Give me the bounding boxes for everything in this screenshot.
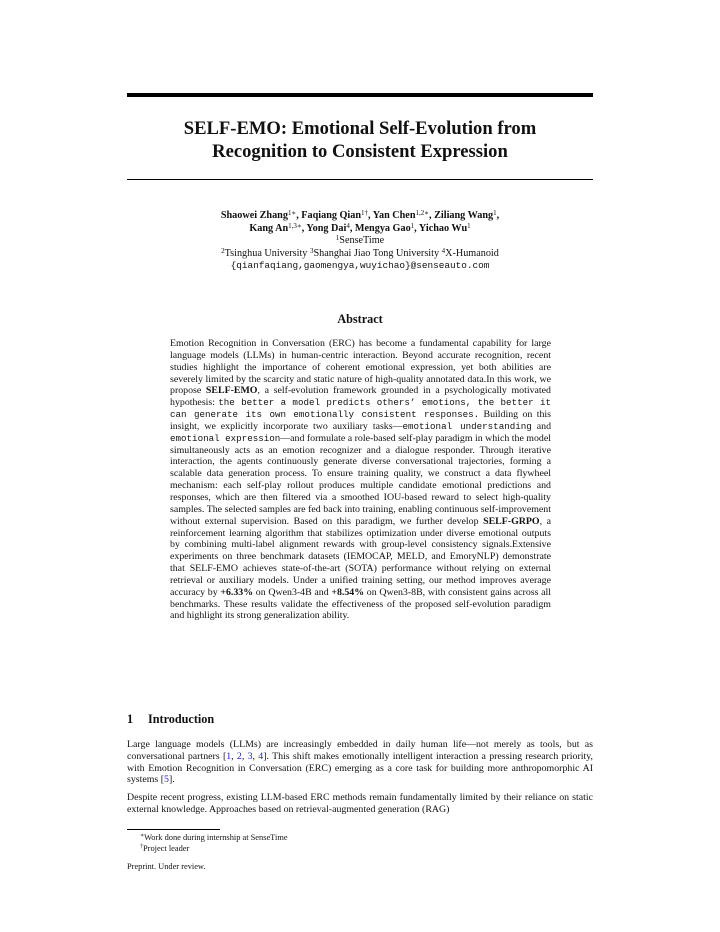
result-value: +8.54% — [331, 586, 365, 598]
footnotes — [127, 832, 593, 855]
footnote-mark: † — [140, 844, 143, 851]
author-affiliation-mark: 1,2∗ — [415, 209, 430, 217]
citation-link[interactable]: 1 — [226, 750, 232, 762]
title-top-rule — [127, 93, 593, 97]
author-affiliation-mark: 1 — [493, 209, 497, 217]
task-name: emotional understanding — [402, 420, 532, 432]
affiliation-name: SenseTime — [339, 235, 385, 246]
abstract-text: on Qwen3-4B and — [253, 586, 332, 598]
author-affiliation-mark: 1 — [410, 221, 415, 230]
abstract-text: —and formulate a role-based self-play paradigm in which the model simultaneously acts as an emotion recognizer and a dialogue responder. Through iterative interaction, the agents continuously generate diverse conversational trajectories, forming a scalable data generation process. To ensure training quality, we construct a data flywheel mechanism: each self-play rollout produces multiple candidate emotional predictions and responses, which are then filtered via a smoothed IOU-based reward to select high-quality samples. The selected samples are fed back into training, enabling continuous self-improvement without external supervision. Based on this paradigm, we further develop — [170, 432, 551, 527]
author-separator: , — [414, 222, 419, 234]
section-title: Introduction — [148, 712, 215, 726]
footnote-text: Work done during internship at SenseTime — [144, 833, 288, 842]
title-line-2: Recognition to Consistent Expression — [212, 141, 508, 162]
author-separator: , — [301, 222, 307, 234]
arxiv-identifier-stamp — [14, 263, 54, 643]
footnote-rule — [127, 829, 220, 830]
affiliation-name: Tsinghua University — [224, 247, 310, 259]
title-line-1: SELF-EMO: Emotional Self-Evolution from — [183, 118, 537, 139]
footnote — [127, 832, 593, 843]
intro-text: Large language models (LLMs) are increasingly embedded in daily human life—not merely as tools, but as conversational partners [ — [127, 739, 593, 762]
hypothesis-text: the better a model predicts others’ emotions, the better it can generate its own emotionally consistent responses. — [170, 397, 551, 421]
author-name: Ziliang Wang — [434, 210, 494, 221]
contact-email: {qianfaqiang,gaomengya,wuyichao}@senseauto.com — [230, 260, 490, 271]
author-separator: , — [496, 210, 500, 221]
intro-paragraph: Despite recent progress, existing LLM-based ERC methods remain fundamentally limited by their reliance on static external knowledge. Approaches based on retrieval-augmented generation (RAG) — [127, 792, 593, 815]
section-heading — [127, 712, 593, 727]
author-separator: , — [429, 210, 435, 221]
affiliation-line-1 — [127, 235, 593, 248]
author-affiliation-mark: 1,3∗ — [288, 221, 302, 230]
citation-link[interactable]: 4 — [258, 750, 264, 762]
affiliation-mark: 1 — [335, 234, 340, 242]
paper-title — [127, 117, 593, 163]
author-name: Yan Chen — [372, 210, 416, 221]
author-name: Shaowei Zhang — [220, 210, 288, 221]
affiliation-name: Shanghai Jiao Tong University — [313, 247, 442, 259]
author-name: Mengya Gao — [354, 222, 411, 234]
abstract-paragraph — [170, 338, 551, 622]
author-line-1 — [127, 210, 593, 223]
abstract-body — [170, 338, 551, 622]
author-affiliation-mark: 1∗ — [287, 209, 297, 217]
author-line-2 — [127, 223, 593, 236]
abstract-text: Building on this insight, we explicitly incorporate two auxiliary tasks— — [170, 409, 551, 432]
affiliation-name: X-Humanoid — [445, 247, 499, 259]
result-value: +6.33% — [220, 586, 254, 598]
footnote — [127, 843, 593, 854]
author-name: Yong Dai — [306, 222, 347, 234]
citation-link[interactable]: 5 — [164, 774, 169, 786]
abstract-text: and — [531, 420, 552, 432]
intro-text: ]. — [168, 774, 175, 786]
intro-paragraph: Large language models (LLMs) are increasingly embedded in daily human life—not merely as tools, but as conversational partners [1, 2, 3, 4]. This shift makes emotionally intelligent interaction a pressing research priority, with Emotion Recognition in Conversation (ERC) emerging as a core task for building more anthropomorphic AI systems [5]. — [127, 739, 593, 786]
author-separator: , — [296, 210, 302, 221]
author-separator: , — [368, 210, 373, 221]
affiliation-line-2 — [127, 248, 593, 261]
abstract-text: Emotion Recognition in Conversation (ERC) has become a fundamental capability for large language models (LLMs) in human-centric interaction. Beyond accurate recognition, recent studies highlight the importance of coherent emotional expression, yet both abilities are severely limited by the scarcity and static nature of high-quality annotated data.In this work, we propose — [170, 338, 551, 397]
affiliation-mark: 3 — [309, 246, 314, 255]
abstract-text: , a self-evolution framework grounded in a psychologically motivated hypothesis: — [170, 385, 551, 409]
intro-text: ]. This shift makes emotionally intelligent interaction a pressing research priority, with Emotion Recognition in Conversation (ERC) emerging as a core task for building more anthropomorphic AI systems [ — [127, 750, 593, 786]
author-affiliation-mark: 1† — [361, 209, 369, 217]
author-separator: , — [349, 222, 355, 234]
affiliation-mark: 4 — [441, 246, 446, 255]
introduction-body — [127, 739, 593, 822]
preprint-notice: Preprint. Under review. — [127, 862, 206, 871]
author-name: Faqiang Qian — [301, 210, 362, 221]
affiliation-mark: 2 — [221, 246, 225, 255]
abstract-heading: Abstract — [337, 312, 383, 326]
task-name: emotional expression — [170, 432, 281, 444]
author-affiliation-mark: 1 — [467, 221, 471, 230]
method-name: SELF-EMO — [205, 385, 258, 397]
footnote-mark: ∗ — [140, 833, 145, 839]
author-affiliation-mark: 4 — [346, 221, 350, 230]
citation-link[interactable]: 3 — [247, 750, 253, 762]
author-name: Kang An — [249, 222, 289, 234]
citation-link[interactable]: 2 — [236, 750, 242, 762]
abstract-text: , a reinforcement learning algorithm that stabilizes optimization under diverse emotional outputs by combining multi-label alignment rewards with group-level consistency signals.Extensive experiments on three benchmark datasets (IEMOCAP, MELD, and EmoryNLP) demonstrate that SELF-EMO achieves state-of-the-art (SOTA) performance without relying on external retrieval or auxiliary models. Under a unified training setting, our method improves average accuracy by — [170, 515, 551, 598]
section-number: 1 — [127, 712, 134, 726]
title-bottom-rule — [127, 179, 593, 180]
footnote-text: Project leader — [143, 844, 190, 854]
algorithm-name: SELF-GRPO — [483, 515, 540, 527]
author-name: Yichao Wu — [418, 222, 468, 234]
author-block — [127, 210, 593, 273]
abstract-text: on Qwen3-8B, with consistent gains across all benchmarks. These results validate the effectiveness of the proposed self-evolution paradigm and highlight its strong generalization ability. — [170, 586, 551, 622]
